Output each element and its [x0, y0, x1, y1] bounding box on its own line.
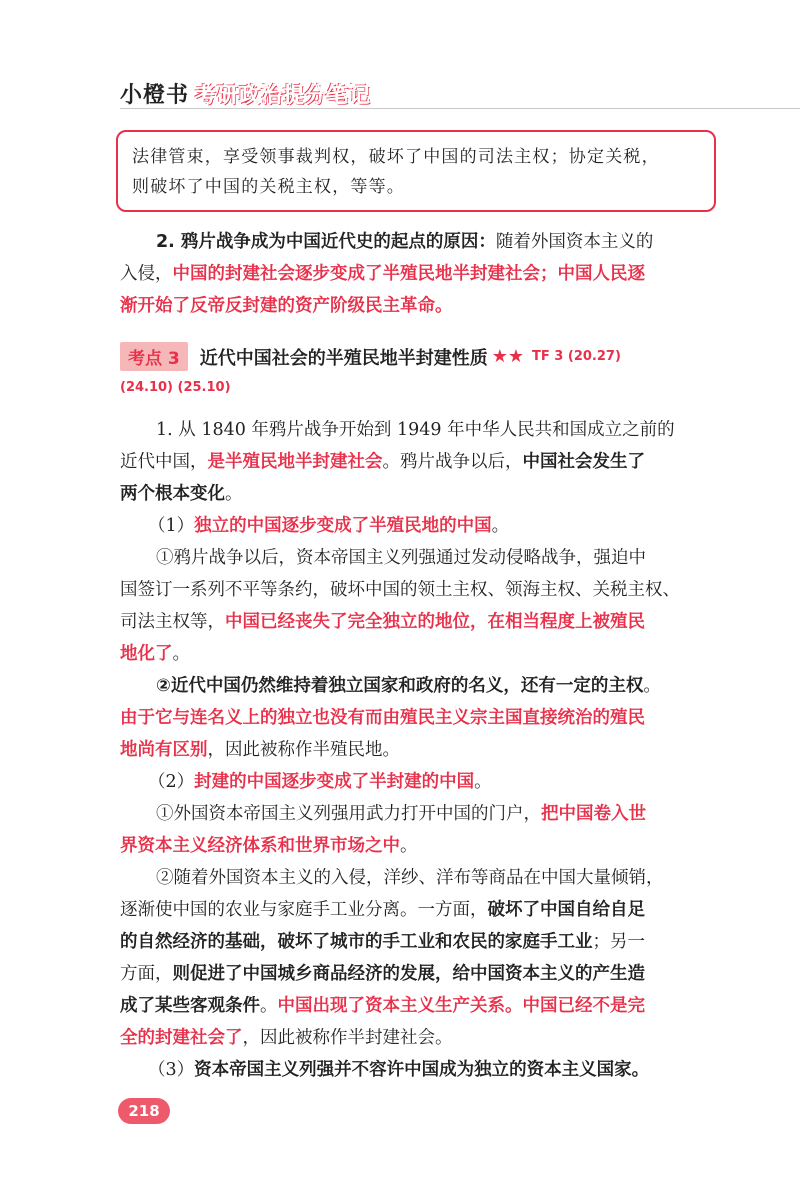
running-header	[120, 78, 371, 109]
s3-num: （3）	[148, 1060, 195, 1080]
s2-red: 封建的中国逐步变成了半封建的中国	[194, 772, 475, 792]
point2-text-2: 入侵，	[120, 264, 173, 284]
point2-line-1	[120, 226, 756, 258]
p1-text-c: 。	[225, 484, 243, 504]
s2a-text: ①外国资本帝国主义列强用武力打开中国的门户，	[156, 804, 541, 824]
kaodian-badge: 考点 3	[120, 342, 188, 371]
s2a-end: 。	[400, 836, 418, 856]
s2b-text-5: ，因此被称作半封建社会。	[242, 1028, 453, 1048]
p1-bold-2: 两个根本变化	[120, 484, 225, 504]
p1-text-a: 近代中国，	[120, 452, 208, 472]
s2b-text: 逐渐使中国的农业与家庭手工业分离。一方面，	[120, 900, 488, 920]
s1a-end: 。	[172, 644, 190, 664]
s1b-red-2: 地尚有区别	[120, 740, 208, 760]
s1a-line-1: ①鸦片战争以后，资本帝国主义列强通过发动侵略战争，强迫中	[156, 548, 646, 568]
s2-end: 。	[474, 772, 492, 792]
s1a-text: 司法主权等，	[120, 612, 225, 632]
s1b-line-2	[120, 702, 720, 734]
s2b-text-4: 。	[260, 996, 278, 1016]
star-icon: ★★	[491, 346, 525, 367]
kaodian-tf: TF 3 (20.27)	[532, 349, 621, 364]
point2-line-3	[120, 290, 720, 322]
s2a-red-2: 界资本主义经济体系和世界市场之中	[120, 836, 400, 856]
kaodian-years: (24.10) (25.10)	[120, 380, 231, 395]
p1-bold: 中国社会发生了	[522, 452, 645, 472]
point2-heading: 2. 鸦片战争成为中国近代史的起点的原因：	[156, 232, 496, 252]
s2b-line-3	[120, 926, 720, 958]
p1-text-b: 。鸦片战争以后，	[382, 452, 523, 472]
s2b-red: 中国出现了资本主义生产关系。中国已经不是完	[277, 996, 645, 1016]
s2a-line-1	[120, 798, 756, 830]
s2b-bold-3: 则促进了中国城乡商品经济的发展，给中国资本主义的产生造	[172, 964, 645, 984]
s2b-text-2: ；另一	[592, 932, 645, 952]
s1b-bold: ②近代中国仍然维持着独立国家和政府的名义，还有一定的主权	[156, 676, 644, 696]
s2-num: （2）	[148, 772, 195, 792]
p1-red: 是半殖民地半封建社会	[207, 452, 383, 472]
s3-bold: 资本帝国主义列强并不容许中国成为独立的资本主义国家。	[194, 1060, 650, 1080]
s2a-line-2	[120, 830, 720, 862]
s1-red: 独立的中国逐步变成了半殖民地的中国	[194, 516, 492, 536]
p1-line-3	[120, 478, 720, 510]
point2-red-1: 中国的封建社会逐步变成了半殖民地半封建社会；中国人民逐	[172, 264, 645, 284]
s1b-line-1	[120, 670, 756, 702]
kaodian-title: 近代中国社会的半殖民地半封建性质	[199, 347, 488, 369]
s1-line	[120, 510, 748, 542]
boxed-note	[116, 130, 716, 212]
s2b-bold-4: 成了某些客观条件	[120, 996, 260, 1016]
s2b-line-5	[120, 990, 720, 1022]
header-rule	[120, 108, 800, 109]
s2b-line-4	[120, 958, 720, 990]
s2b-line-2	[120, 894, 720, 926]
point2-text: 随着外国资本主义的	[495, 232, 654, 252]
s1-end: 。	[491, 516, 510, 536]
s1b-end-1: 。	[643, 676, 661, 696]
s1b-text: ，因此被称作半殖民地。	[207, 740, 400, 760]
s1-num: （1）	[148, 516, 195, 536]
kaodian-heading	[120, 342, 760, 371]
page-number: 218	[118, 1098, 170, 1124]
point2-red-2: 渐开始了反帝反封建的资产阶级民主革命。	[120, 296, 453, 316]
s2b-line-6	[120, 1022, 720, 1054]
s1a-line-3	[120, 606, 720, 638]
note-line-1: 法律管束，享受领事裁判权，破坏了中国的司法主权；协定关税，	[132, 147, 660, 167]
s2a-red: 把中国卷入世	[541, 804, 646, 824]
s2b-bold: 破坏了中国自给自足	[487, 900, 645, 920]
s1a-line-2: 国签订一系列不平等条约，破坏中国的领土主权、领海主权、关税主权、	[120, 580, 680, 600]
book-subtitle: 考研政治提分笔记	[195, 82, 372, 107]
s3-line	[120, 1054, 748, 1086]
s2b-red-2: 全的封建社会了	[120, 1028, 243, 1048]
s2-line	[120, 766, 748, 798]
s1a-red-2: 地化了	[120, 644, 173, 664]
s1a-line-4	[120, 638, 720, 670]
s1b-line-3	[120, 734, 720, 766]
s1b-red: 由于它与连名义上的独立也没有而由殖民主义宗主国直接统治的殖民	[120, 708, 645, 728]
point2-line-2	[120, 258, 720, 290]
s2b-bold-2: 的自然经济的基础，破坏了城市的手工业和农民的家庭手工业	[120, 932, 593, 952]
p1-line-1: 1. 从 1840 年鸦片战争开始到 1949 年中华人民共和国成立之前的	[156, 420, 675, 440]
book-brand: 小橙书	[120, 83, 190, 108]
s2b-line-1: ②随着外国资本主义的入侵，洋纱、洋布等商品在中国大量倾销，	[156, 868, 664, 888]
p1-line-2	[120, 446, 720, 478]
s2b-text-3: 方面，	[120, 964, 173, 984]
note-line-2: 则破坏了中国的关税主权，等等。	[132, 177, 405, 197]
s1a-red: 中国已经丧失了完全独立的地位，在相当程度上被殖民	[225, 612, 645, 632]
